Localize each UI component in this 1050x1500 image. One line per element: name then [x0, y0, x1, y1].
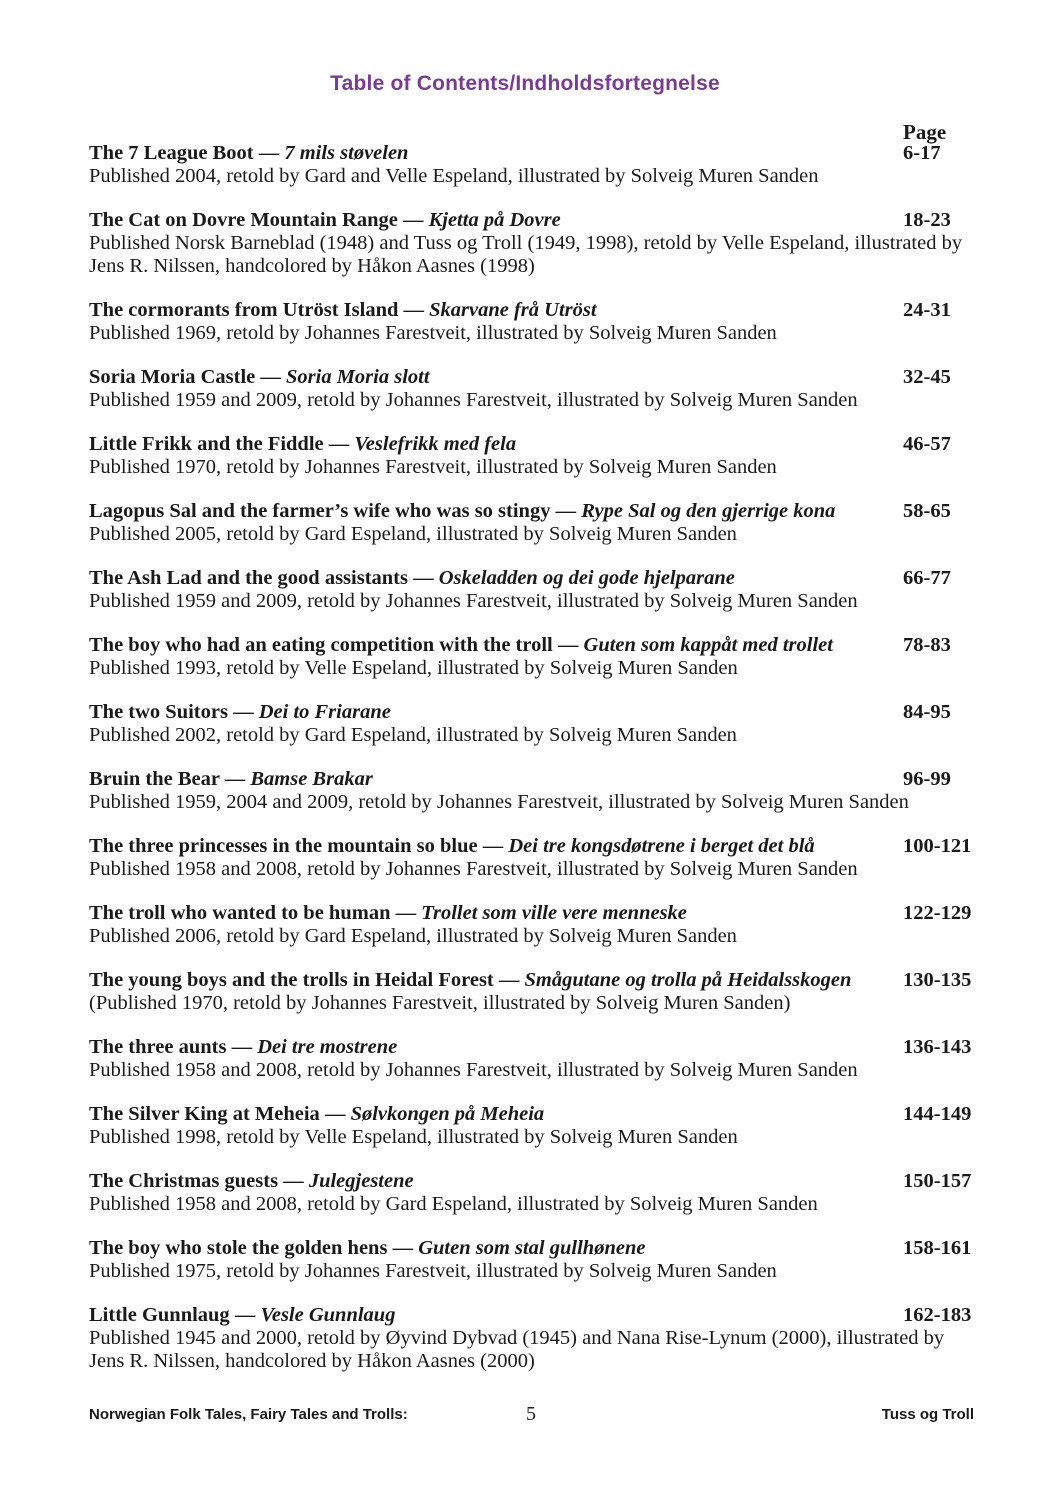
toc-entry-heading: [89, 433, 979, 456]
toc-entry: [89, 567, 979, 613]
toc-entry-description: (Published 1970, retold by Johannes Farestveit, illustrated by Solveig Muren Sanden): [89, 992, 791, 1014]
toc-entry-norwegian-title: Bamse Brakar: [250, 768, 373, 790]
toc-entry-pages: 58-65: [903, 500, 951, 522]
toc-entry-english-title: The Ash Lad and the good assistants: [89, 567, 408, 589]
toc-entry-heading: [89, 902, 979, 925]
toc-entry: [89, 768, 979, 814]
footer-book-title: Norwegian Folk Tales, Fairy Tales and Trolls:: [89, 1406, 408, 1423]
toc-entry-heading: [89, 500, 979, 523]
toc-entry-pages: 158-161: [903, 1237, 972, 1259]
toc-entry-separator: —: [224, 768, 246, 790]
toc-entry-title-group: [89, 1304, 903, 1327]
toc-entry-heading: [89, 701, 979, 724]
toc-entry-separator: —: [233, 701, 254, 723]
toc-entry-separator: —: [413, 567, 434, 589]
toc-entry-pages: 18-23: [903, 209, 951, 231]
toc-entry-norwegian-title: Dei to Friarane: [258, 701, 391, 723]
toc-entry-title-group: [89, 634, 903, 657]
toc-entry-heading: [89, 299, 979, 322]
toc-entry-description: Published 1958 and 2008, retold by Gard Espeland, illustrated by Solveig Muren Sanden: [89, 1193, 818, 1215]
footer-page-number: 5: [526, 1403, 536, 1425]
toc-entry-description: Published 2004, retold by Gard and Velle Espeland, illustrated by Solveig Muren Sanden: [89, 165, 819, 187]
toc-entry-description: Published 1975, retold by Johannes Farestveit, illustrated by Solveig Muren Sanden: [89, 1260, 777, 1282]
toc-entry-title-group: [89, 567, 903, 590]
toc-entry: [89, 1237, 979, 1283]
toc-entry-pages: 66-77: [903, 567, 951, 589]
toc-entry-description: Published 1958 and 2008, retold by Johannes Farestveit, illustrated by Solveig Muren Sanden: [89, 858, 858, 880]
toc-entry-separator: —: [395, 902, 417, 924]
toc-entry-title-group: [89, 835, 903, 858]
toc-entry: [89, 1304, 979, 1373]
toc-entry-pages: 84-95: [903, 701, 951, 723]
toc-entry-description: Published 1969, retold by Johannes Farestveit, illustrated by Solveig Muren Sanden: [89, 322, 777, 344]
toc-entry: [89, 1103, 979, 1149]
toc-entry-pages: 32-45: [903, 366, 951, 388]
toc-entry: [89, 299, 979, 345]
toc-entry-norwegian-title: Smågutane og trolla på Heidalsskogen: [524, 969, 852, 991]
toc-entry-english-title: The troll who wanted to be human: [89, 902, 391, 924]
toc-entry-english-title: The 7 League Boot: [89, 142, 254, 164]
toc-entry: [89, 433, 979, 479]
toc-entry-description: Published 2002, retold by Gard Espeland, illustrated by Solveig Muren Sanden: [89, 724, 737, 746]
toc-entry-description: Published 2006, retold by Gard Espeland, illustrated by Solveig Muren Sanden: [89, 925, 737, 947]
toc-entry-pages: 144-149: [903, 1103, 972, 1125]
toc-entry-separator: —: [555, 500, 577, 522]
toc-entry-norwegian-title: Guten som kappåt med trollet: [583, 634, 833, 656]
page-column-header: Page: [903, 120, 947, 144]
toc-entry-norwegian-title: Julegjestene: [308, 1170, 414, 1192]
toc-entry-separator: —: [283, 1170, 304, 1192]
toc-entry-heading: [89, 142, 979, 165]
toc-entry-english-title: Soria Moria Castle: [89, 366, 256, 388]
toc-entry-norwegian-title: Sølvkongen på Meheia: [350, 1103, 545, 1125]
toc-entry-separator: —: [402, 209, 424, 231]
toc-entry-separator: —: [234, 1304, 256, 1326]
toc-entry: [89, 634, 979, 680]
toc-entry-title-group: [89, 701, 903, 724]
toc-entry-pages: 6-17: [903, 142, 941, 164]
toc-entry-pages: 24-31: [903, 299, 951, 321]
toc-entry-heading: [89, 366, 979, 389]
toc-entry-heading: [89, 768, 979, 791]
toc-entry-english-title: Little Gunnlaug: [89, 1304, 230, 1326]
toc-entry: [89, 835, 979, 881]
toc-entry-heading: [89, 209, 979, 232]
toc-entry-heading: [89, 634, 979, 657]
toc-entry-pages: 96-99: [903, 768, 951, 790]
toc-entry-norwegian-title: Veslefrikk med fela: [354, 433, 517, 455]
toc-entry-separator: —: [557, 634, 579, 656]
toc-entry-separator: —: [258, 142, 280, 164]
toc-entry-heading: [89, 969, 979, 992]
page-title: Table of Contents/Indholdsfortegnelse: [330, 72, 720, 95]
toc-entry-title-group: [89, 299, 903, 322]
toc-entry-separator: —: [403, 299, 424, 321]
toc-entry-description: Published 1970, retold by Johannes Farestveit, illustrated by Solveig Muren Sanden: [89, 456, 777, 478]
toc-entry-description: Published 2005, retold by Gard Espeland, illustrated by Solveig Muren Sanden: [89, 523, 737, 545]
toc-entry-pages: 100-121: [903, 835, 972, 857]
toc-entry-title-group: [89, 1103, 903, 1126]
toc-entry-english-title: The young boys and the trolls in Heidal Forest: [89, 969, 494, 991]
toc-entry-title-group: [89, 1237, 903, 1260]
toc-entry-norwegian-title: Rype Sal og den gjerrige kona: [581, 500, 836, 522]
toc-entry-title-group: [89, 500, 903, 523]
toc-entry-title-group: [89, 768, 903, 791]
toc-entry-title-group: [89, 366, 903, 389]
toc-entry-description: Published 1993, retold by Velle Espeland, illustrated by Solveig Muren Sanden: [89, 657, 738, 679]
toc-entry-title-group: [89, 902, 903, 925]
toc-entry-heading: [89, 1103, 979, 1126]
toc-entry-separator: —: [392, 1237, 414, 1259]
toc-entry-norwegian-title: Vesle Gunnlaug: [260, 1304, 396, 1326]
toc-entry: [89, 142, 979, 188]
toc-entry-description: Published 1959 and 2009, retold by Johannes Farestveit, illustrated by Solveig Muren Sanden: [89, 590, 858, 612]
toc-entry-english-title: The cormorants from Utröst Island: [89, 299, 399, 321]
toc-entry: [89, 902, 979, 948]
toc-entry-separator: —: [260, 366, 281, 388]
toc-entry: [89, 366, 979, 412]
toc-list: [89, 142, 979, 1394]
toc-entry-pages: 78-83: [903, 634, 951, 656]
footer-series-name: Tuss og Troll: [881, 1406, 974, 1423]
toc-entry: [89, 1170, 979, 1216]
toc-entry-description: Published 1958 and 2008, retold by Johannes Farestveit, illustrated by Solveig Muren Sanden: [89, 1059, 858, 1081]
toc-entry-separator: —: [324, 1103, 346, 1125]
toc-entry-norwegian-title: Dei tre kongsdøtrene i berget det blå: [508, 835, 815, 857]
toc-entry-title-group: [89, 433, 903, 456]
toc-entry-heading: [89, 1304, 979, 1327]
toc-entry-pages: 122-129: [903, 902, 972, 924]
toc-entry-english-title: The two Suitors: [89, 701, 228, 723]
toc-entry-separator: —: [231, 1036, 253, 1058]
toc-entry-heading: [89, 1170, 979, 1193]
toc-entry-english-title: The three princesses in the mountain so blue: [89, 835, 478, 857]
toc-entry-separator: —: [498, 969, 520, 991]
toc-entry: [89, 1036, 979, 1082]
toc-entry-title-group: [89, 209, 903, 232]
toc-entry-title-group: [89, 969, 903, 992]
toc-entry-english-title: The Christmas guests: [89, 1170, 279, 1192]
toc-entry-english-title: The Silver King at Meheia: [89, 1103, 320, 1125]
toc-entry-pages: 130-135: [903, 969, 972, 991]
toc-entry-norwegian-title: Kjetta på Dovre: [428, 209, 561, 231]
toc-entry-norwegian-title: Skarvane frå Utröst: [429, 299, 597, 321]
page-footer: [89, 1403, 974, 1429]
toc-entry-norwegian-title: Trollet som ville vere menneske: [421, 902, 687, 924]
toc-entry-separator: —: [328, 433, 350, 455]
toc-entry-pages: 46-57: [903, 433, 951, 455]
toc-entry-description: Published 1945 and 2000, retold by Øyvind Dybvad (1945) and Nana Rise-Lynum (2000), illustrated by Jens R. Nilssen, handcolored by Håkon Aasnes (2000): [89, 1327, 945, 1372]
toc-entry-norwegian-title: 7 mils støvelen: [284, 142, 409, 164]
toc-entry-description: Published 1959, 2004 and 2009, retold by Johannes Farestveit, illustrated by Solveig Muren Sanden: [89, 791, 909, 813]
toc-entry-english-title: Little Frikk and the Fiddle: [89, 433, 324, 455]
toc-entry: [89, 209, 979, 278]
toc-entry-norwegian-title: Dei tre mostrene: [257, 1036, 398, 1058]
toc-entry-norwegian-title: Guten som stal gullhønene: [418, 1237, 646, 1259]
toc-entry-english-title: Bruin the Bear: [89, 768, 220, 790]
toc-entry-heading: [89, 1036, 979, 1059]
toc-entry-norwegian-title: Soria Moria slott: [286, 366, 430, 388]
toc-entry-title-group: [89, 142, 903, 165]
toc-entry-english-title: The three aunts: [89, 1036, 227, 1058]
toc-entry-pages: 150-157: [903, 1170, 972, 1192]
toc-entry-pages: 136-143: [903, 1036, 972, 1058]
toc-entry-heading: [89, 1237, 979, 1260]
toc-entry-description: Published 1998, retold by Velle Espeland, illustrated by Solveig Muren Sanden: [89, 1126, 738, 1148]
toc-entry-description: Published 1959 and 2009, retold by Johannes Farestveit, illustrated by Solveig Muren Sanden: [89, 389, 858, 411]
toc-entry-pages: 162-183: [903, 1304, 972, 1326]
toc-entry-english-title: The boy who stole the golden hens: [89, 1237, 388, 1259]
toc-entry-title-group: [89, 1170, 903, 1193]
toc-entry: [89, 701, 979, 747]
toc-entry-heading: [89, 567, 979, 590]
toc-entry-english-title: The boy who had an eating competition with the troll: [89, 634, 553, 656]
toc-entry-description: Published Norsk Barneblad (1948) and Tuss og Troll (1949, 1998), retold by Velle Espeland, illustrated by Jens R. Nilssen, handcolored by Håkon Aasnes (1998): [89, 232, 963, 277]
toc-entry: [89, 500, 979, 546]
toc-entry-title-group: [89, 1036, 903, 1059]
toc-entry-english-title: Lagopus Sal and the farmer’s wife who was so stingy: [89, 500, 551, 522]
toc-entry-norwegian-title: Oskeladden og dei gode hjelparane: [438, 567, 735, 589]
toc-entry: [89, 969, 979, 1015]
toc-entry-english-title: The Cat on Dovre Mountain Range: [89, 209, 398, 231]
toc-entry-separator: —: [482, 835, 504, 857]
toc-entry-heading: [89, 835, 979, 858]
